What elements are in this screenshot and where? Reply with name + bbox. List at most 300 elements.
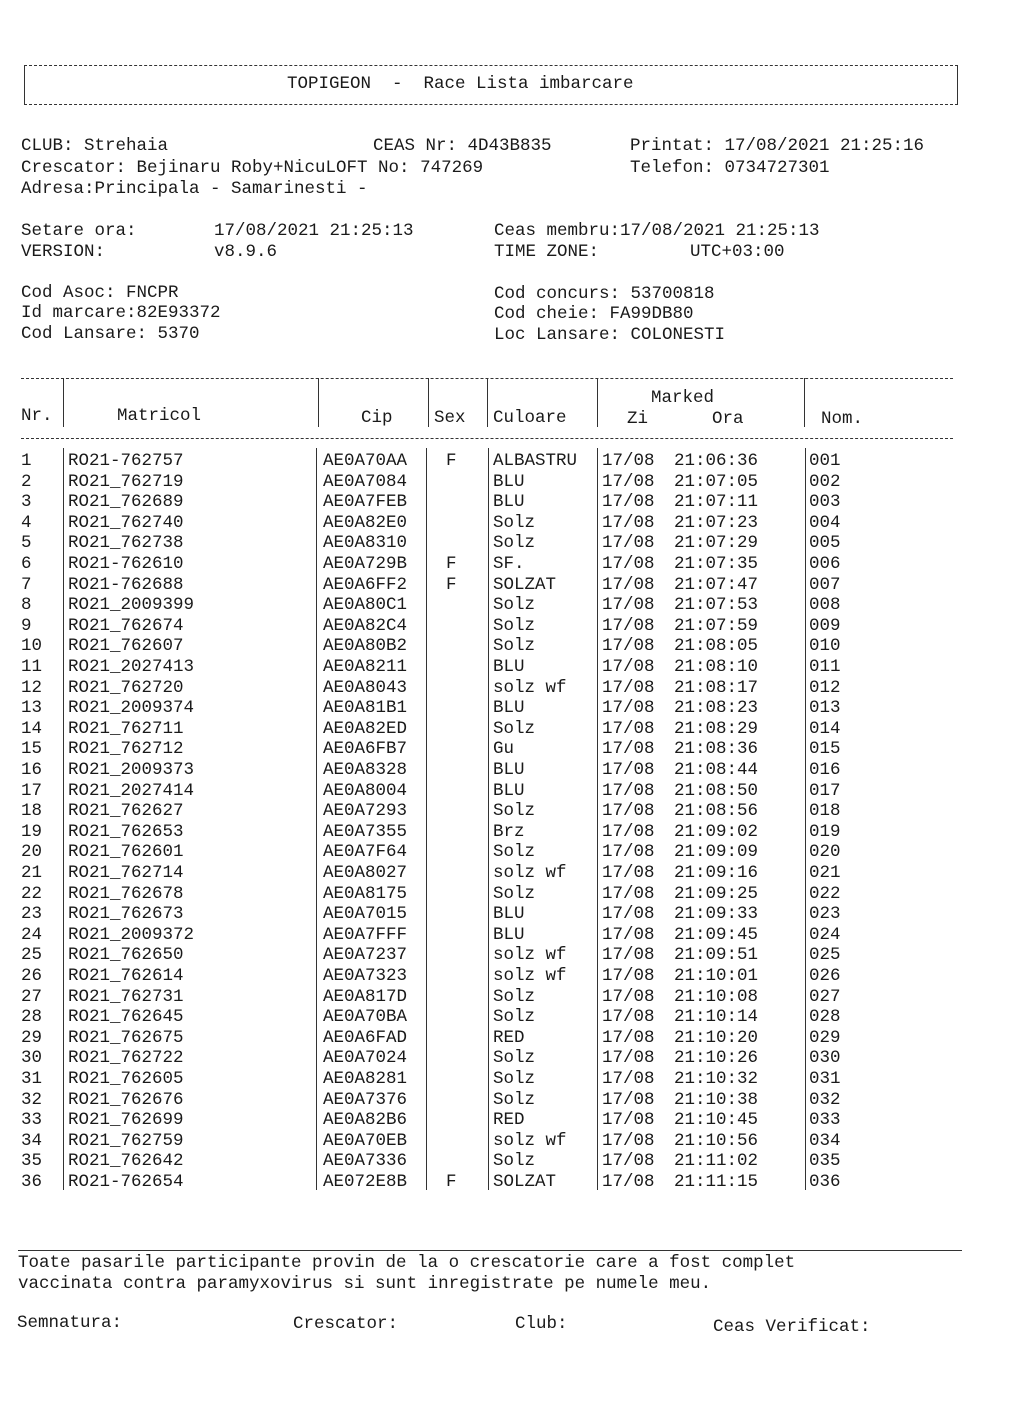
cell-culoare: SF. — [493, 554, 525, 574]
cell-culoare: SOLZAT — [493, 1172, 557, 1192]
cell-culoare: Solz — [493, 986, 536, 1007]
cell-matricol: RO21_762601 — [68, 842, 184, 863]
table-row — [0, 494, 1024, 514]
cell-nom: 012 — [809, 677, 841, 698]
cell-nom: 024 — [809, 924, 841, 945]
cell-ora: 21:06:36 — [674, 451, 759, 471]
table-row — [0, 865, 1024, 885]
cell-matricol: RO21_762738 — [68, 533, 184, 554]
cell-culoare: solz wf — [493, 1130, 567, 1151]
table-row — [0, 968, 1024, 988]
table-row — [0, 659, 1024, 679]
cell-matricol: RO21_2027414 — [68, 780, 195, 801]
cell-matricol: RO21-762688 — [68, 574, 184, 595]
cell-zi: 17/08 — [602, 533, 655, 554]
cell-ora: 21:08:05 — [674, 636, 759, 657]
cell-nom: 015 — [809, 739, 841, 760]
cell-nom: 018 — [809, 801, 841, 822]
cell-culoare: Solz — [493, 1089, 536, 1110]
cell-cip: AE0A8027 — [323, 863, 408, 883]
cell-culoare: BLU — [493, 904, 525, 925]
cell-cip: AE0A6FAD — [323, 1027, 408, 1048]
cell-matricol: RO21_762699 — [68, 1110, 184, 1131]
header-divider-culoare — [597, 378, 598, 427]
cell-nr: 31 — [21, 1069, 43, 1089]
cell-matricol: RO21_762689 — [68, 492, 184, 513]
cell-matricol: RO21_2009372 — [68, 924, 195, 945]
cell-zi: 17/08 — [602, 698, 655, 719]
cell-culoare: ALBASTRU — [493, 451, 578, 471]
cell-ora: 21:09:02 — [674, 821, 759, 842]
table-row — [0, 1071, 1024, 1091]
cell-nr: 1 — [21, 451, 32, 471]
cell-nr: 24 — [21, 924, 43, 945]
cell-nr: 6 — [21, 554, 32, 574]
cell-nom: 033 — [809, 1110, 841, 1131]
cell-culoare: BLU — [493, 698, 525, 719]
cell-zi: 17/08 — [602, 924, 655, 945]
header-divider-cip — [428, 378, 429, 427]
cell-zi: 17/08 — [602, 677, 655, 698]
table-header-bottom-border — [21, 438, 953, 439]
cell-zi: 17/08 — [602, 966, 655, 986]
cell-nr: 25 — [21, 945, 43, 966]
cell-ora: 21:07:11 — [674, 492, 759, 513]
cell-nom: 011 — [809, 657, 841, 677]
footer-divider — [18, 1250, 962, 1251]
cell-zi: 17/08 — [602, 451, 655, 471]
cell-ora: 21:08:23 — [674, 698, 759, 719]
cell-matricol: RO21_762674 — [68, 615, 184, 636]
cell-zi: 17/08 — [602, 615, 655, 636]
cell-ora: 21:09:33 — [674, 904, 759, 925]
cell-zi: 17/08 — [602, 1151, 655, 1172]
breeder-signature-label: Crescator: — [293, 1314, 399, 1334]
setare-ora-label: Setare ora: — [21, 221, 137, 241]
cell-nom: 032 — [809, 1089, 841, 1110]
table-row — [0, 1153, 1024, 1173]
signature-label: Semnatura: — [17, 1313, 123, 1333]
cell-cip: AE0A8175 — [323, 883, 408, 904]
cell-zi: 17/08 — [602, 718, 655, 739]
timezone-value: UTC+03:00 — [690, 242, 785, 262]
cell-culoare: Solz — [493, 1151, 536, 1172]
breeder-info: Crescator: Bejinaru Roby+NicuLOFT No: 747269 — [21, 158, 484, 178]
header-nom: Nom. — [821, 409, 864, 429]
cell-matricol: RO21_762627 — [68, 801, 184, 822]
cell-zi: 17/08 — [602, 883, 655, 904]
table-row — [0, 1130, 1024, 1153]
cell-ora: 21:10:01 — [674, 966, 759, 986]
cell-ora: 21:09:45 — [674, 924, 759, 945]
cell-cip: AE0A7015 — [323, 904, 408, 925]
cell-culoare: Solz — [493, 533, 536, 554]
cell-nr: 26 — [21, 966, 43, 986]
vaccination-declaration-line1: Toate pasarile participante provin de la o crescatorie care a fost complet — [18, 1253, 796, 1273]
ceas-membru: Ceas membru:17/08/2021 21:25:13 — [494, 221, 820, 241]
cell-nom: 021 — [809, 863, 841, 883]
table-row — [0, 471, 1024, 494]
cell-nom: 034 — [809, 1130, 841, 1151]
cell-matricol: RO21_762711 — [68, 718, 184, 739]
cell-nr: 9 — [21, 615, 32, 636]
table-row — [0, 615, 1024, 638]
cell-matricol: RO21_762759 — [68, 1130, 184, 1151]
cell-culoare: SOLZAT — [493, 574, 557, 595]
table-row — [0, 821, 1024, 844]
cell-cip: AE0A7F64 — [323, 842, 408, 863]
cell-nr: 34 — [21, 1130, 43, 1151]
cell-cip: AE0A82C4 — [323, 615, 408, 636]
cell-zi: 17/08 — [602, 492, 655, 513]
cell-nr: 17 — [21, 780, 43, 801]
cod-cheie: Cod cheie: FA99DB80 — [494, 304, 694, 324]
cell-zi: 17/08 — [602, 780, 655, 801]
cell-nom: 019 — [809, 821, 841, 842]
cell-matricol: RO21_762720 — [68, 677, 184, 698]
cell-nr: 12 — [21, 677, 43, 698]
cell-culoare: Solz — [493, 512, 536, 533]
cell-ora: 21:09:09 — [674, 842, 759, 863]
cell-cip: AE0A7336 — [323, 1151, 408, 1172]
cell-matricol: RO21_2027413 — [68, 657, 195, 677]
cell-nr: 32 — [21, 1089, 43, 1110]
cell-nom: 006 — [809, 554, 841, 574]
cell-cip: AE0A7FEB — [323, 492, 408, 513]
ceas-number: CEAS Nr: 4D43B835 — [373, 136, 552, 156]
table-row — [0, 512, 1024, 535]
cell-zi: 17/08 — [602, 636, 655, 657]
cell-zi: 17/08 — [602, 739, 655, 760]
cell-matricol: RO21_762607 — [68, 636, 184, 657]
cell-cip: AE072E8B — [323, 1172, 408, 1192]
cell-nr: 14 — [21, 718, 43, 739]
cell-cip: AE0A81B1 — [323, 698, 408, 719]
cell-ora: 21:07:23 — [674, 512, 759, 533]
cell-culoare: BLU — [493, 924, 525, 945]
cell-matricol: RO21_2009374 — [68, 698, 195, 719]
cell-zi: 17/08 — [602, 945, 655, 966]
cell-ora: 21:07:29 — [674, 533, 759, 554]
cell-ora: 21:08:10 — [674, 657, 759, 677]
table-row — [0, 906, 1024, 926]
version-value: v8.9.6 — [214, 242, 278, 262]
cell-zi: 17/08 — [602, 595, 655, 616]
cell-cip: AE0A80B2 — [323, 636, 408, 657]
cell-zi: 17/08 — [602, 760, 655, 780]
cell-cip: AE0A6FB7 — [323, 739, 408, 760]
table-row — [0, 1112, 1024, 1132]
cell-cip: AE0A7323 — [323, 966, 408, 986]
header-matricol: Matricol — [117, 406, 202, 426]
cell-nr: 11 — [21, 657, 43, 677]
table-row — [0, 718, 1024, 741]
cell-sex: F — [446, 574, 457, 595]
cell-culoare: Gu — [493, 739, 515, 760]
cell-nom: 020 — [809, 842, 841, 863]
cell-matricol: RO21_762645 — [68, 1007, 184, 1028]
cell-nr: 30 — [21, 1048, 43, 1069]
cod-lansare: Cod Lansare: 5370 — [21, 324, 200, 344]
cell-culoare: Solz — [493, 1048, 536, 1069]
cell-culoare: solz wf — [493, 945, 567, 966]
table-row — [0, 1050, 1024, 1070]
header-zi: Zi — [627, 409, 649, 429]
header-marked: Marked — [651, 388, 715, 408]
cell-nr: 18 — [21, 801, 43, 822]
cell-matricol: RO21_762740 — [68, 512, 184, 533]
cell-zi: 17/08 — [602, 1089, 655, 1110]
cell-ora: 21:09:51 — [674, 945, 759, 966]
cell-matricol: RO21_762614 — [68, 966, 184, 986]
cell-zi: 17/08 — [602, 574, 655, 595]
cell-cip: AE0A70AA — [323, 451, 408, 471]
cell-nr: 22 — [21, 883, 43, 904]
cell-zi: 17/08 — [602, 1027, 655, 1048]
cell-culoare: solz wf — [493, 966, 567, 986]
cell-ora: 21:10:56 — [674, 1130, 759, 1151]
cell-nom: 025 — [809, 945, 841, 966]
cell-zi: 17/08 — [602, 1048, 655, 1069]
table-row — [0, 700, 1024, 720]
table-row — [0, 762, 1024, 782]
setare-ora-value: 17/08/2021 21:25:13 — [214, 221, 414, 241]
cell-sex: F — [446, 1172, 457, 1192]
cell-cip: AE0A7237 — [323, 945, 408, 966]
page-title: TOPIGEON - Race Lista imbarcare — [287, 74, 634, 94]
header-nr: Nr. — [21, 406, 53, 426]
loc-lansare: Loc Lansare: COLONESTI — [494, 325, 726, 345]
cell-nom: 004 — [809, 512, 841, 533]
cell-nom: 035 — [809, 1151, 841, 1172]
cell-culoare: Solz — [493, 883, 536, 904]
cell-zi: 17/08 — [602, 1172, 655, 1192]
table-row — [0, 947, 1024, 967]
cell-zi: 17/08 — [602, 1007, 655, 1028]
cell-nom: 031 — [809, 1069, 841, 1089]
cell-zi: 17/08 — [602, 1069, 655, 1089]
table-row — [0, 1089, 1024, 1112]
cell-culoare: Solz — [493, 842, 536, 863]
cod-asoc: Cod Asoc: FNCPR — [21, 283, 179, 303]
header-divider-marked — [804, 378, 805, 427]
cell-ora: 21:09:25 — [674, 883, 759, 904]
cell-ora: 21:08:36 — [674, 739, 759, 760]
cell-nr: 10 — [21, 636, 43, 657]
cell-nom: 013 — [809, 698, 841, 719]
cell-nom: 029 — [809, 1027, 841, 1048]
timezone-label: TIME ZONE: — [494, 242, 600, 262]
cell-sex: F — [446, 451, 457, 471]
cell-culoare: Solz — [493, 1007, 536, 1028]
cell-nom: 017 — [809, 780, 841, 801]
cell-ora: 21:11:15 — [674, 1172, 759, 1192]
cell-nom: 016 — [809, 760, 841, 780]
cell-nr: 28 — [21, 1007, 43, 1028]
cell-nom: 007 — [809, 574, 841, 595]
cell-matricol: RO21_762642 — [68, 1151, 184, 1172]
cell-zi: 17/08 — [602, 1130, 655, 1151]
cell-culoare: BLU — [493, 471, 525, 492]
table-row — [0, 574, 1024, 597]
cell-nom: 030 — [809, 1048, 841, 1069]
header-ora: Ora — [712, 409, 744, 429]
cell-ora: 21:10:45 — [674, 1110, 759, 1131]
cell-cip: AE0A80C1 — [323, 595, 408, 616]
cell-matricol: RO21_762673 — [68, 904, 184, 925]
cell-nr: 21 — [21, 863, 43, 883]
cell-cip: AE0A70BA — [323, 1007, 408, 1028]
cell-cip: AE0A82E0 — [323, 512, 408, 533]
cell-ora: 21:08:44 — [674, 760, 759, 780]
club-signature-label: Club: — [515, 1314, 568, 1334]
phone-number: Telefon: 0734727301 — [630, 158, 830, 178]
header-divider-sex — [487, 378, 488, 427]
cell-zi: 17/08 — [602, 821, 655, 842]
clock-verified-label: Ceas Verificat: — [713, 1317, 871, 1337]
table-row — [0, 844, 1024, 864]
cell-nr: 5 — [21, 533, 32, 554]
cell-zi: 17/08 — [602, 801, 655, 822]
cell-nom: 023 — [809, 904, 841, 925]
table-row — [0, 1174, 1024, 1194]
version-label: VERSION: — [21, 242, 106, 262]
vaccination-declaration-line2: vaccinata contra paramyxovirus si sunt inregistrate pe numele meu. — [18, 1274, 712, 1294]
cell-nom: 027 — [809, 986, 841, 1007]
title-box-left-border — [24, 66, 25, 104]
cell-matricol: RO21_2009373 — [68, 760, 195, 780]
table-row — [0, 780, 1024, 803]
cell-cip: AE0A7376 — [323, 1089, 408, 1110]
cell-cip: AE0A7024 — [323, 1048, 408, 1069]
cell-matricol: RO21_762712 — [68, 739, 184, 760]
table-row — [0, 535, 1024, 555]
cell-ora: 21:07:35 — [674, 554, 759, 574]
club-name: CLUB: Strehaia — [21, 136, 169, 156]
cell-matricol: RO21_762714 — [68, 863, 184, 883]
cell-nr: 23 — [21, 904, 43, 925]
cell-cip: AE0A8328 — [323, 760, 408, 780]
cell-cip: AE0A7293 — [323, 801, 408, 822]
cell-ora: 21:10:14 — [674, 1007, 759, 1028]
cod-concurs: Cod concurs: 53700818 — [494, 284, 715, 304]
table-row — [0, 924, 1024, 947]
cell-ora: 21:10:20 — [674, 1027, 759, 1048]
cell-nom: 036 — [809, 1172, 841, 1192]
cell-ora: 21:08:17 — [674, 677, 759, 698]
cell-ora: 21:10:38 — [674, 1089, 759, 1110]
cell-nr: 2 — [21, 471, 32, 492]
cell-matricol: RO21_2009399 — [68, 595, 195, 616]
cell-culoare: Brz — [493, 821, 525, 842]
cell-zi: 17/08 — [602, 863, 655, 883]
cell-cip: AE0A82B6 — [323, 1110, 408, 1131]
cell-matricol: RO21_762675 — [68, 1027, 184, 1048]
table-row — [0, 1009, 1024, 1029]
title-box-bottom-border — [24, 104, 958, 105]
cell-cip: AE0A7084 — [323, 471, 408, 492]
cell-cip: AE0A8004 — [323, 780, 408, 801]
table-row — [0, 741, 1024, 761]
table-row — [0, 986, 1024, 1009]
cell-cip: AE0A8043 — [323, 677, 408, 698]
header-divider-matricol — [318, 378, 319, 427]
cell-cip: AE0A8310 — [323, 533, 408, 554]
cell-culoare: BLU — [493, 760, 525, 780]
cell-nom: 014 — [809, 718, 841, 739]
cell-culoare: Solz — [493, 1069, 536, 1089]
title-box-right-border — [957, 66, 958, 104]
cell-ora: 21:07:53 — [674, 595, 759, 616]
cell-ora: 21:11:02 — [674, 1151, 759, 1172]
cell-cip: AE0A8211 — [323, 657, 408, 677]
cell-zi: 17/08 — [602, 986, 655, 1007]
cell-nom: 009 — [809, 615, 841, 636]
cell-nr: 4 — [21, 512, 32, 533]
cell-nr: 8 — [21, 595, 32, 616]
cell-nom: 003 — [809, 492, 841, 513]
cell-culoare: BLU — [493, 780, 525, 801]
cell-nom: 010 — [809, 636, 841, 657]
cell-ora: 21:10:26 — [674, 1048, 759, 1069]
cell-zi: 17/08 — [602, 512, 655, 533]
table-row — [0, 556, 1024, 576]
cell-zi: 17/08 — [602, 554, 655, 574]
id-marcare: Id marcare:82E93372 — [21, 303, 221, 323]
title-box-top-border — [24, 65, 958, 66]
cell-nr: 15 — [21, 739, 43, 760]
cell-matricol: RO21_762731 — [68, 986, 184, 1007]
cell-cip: AE0A82ED — [323, 718, 408, 739]
header-divider-nr — [63, 378, 64, 427]
cell-nom: 002 — [809, 471, 841, 492]
cell-nom: 001 — [809, 451, 841, 471]
cell-cip: AE0A729B — [323, 554, 408, 574]
cell-culoare: solz wf — [493, 863, 567, 883]
cell-culoare: RED — [493, 1110, 525, 1131]
cell-ora: 21:08:29 — [674, 718, 759, 739]
header-culoare: Culoare — [493, 408, 567, 428]
cell-nr: 13 — [21, 698, 43, 719]
cell-nr: 3 — [21, 492, 32, 513]
cell-nr: 35 — [21, 1151, 43, 1172]
header-sex: Sex — [434, 408, 466, 428]
cell-nr: 33 — [21, 1110, 43, 1131]
cell-nr: 29 — [21, 1027, 43, 1048]
address: Adresa:Principala - Samarinesti - — [21, 179, 368, 199]
cell-culoare: Solz — [493, 718, 536, 739]
cell-nr: 19 — [21, 821, 43, 842]
cell-nr: 16 — [21, 760, 43, 780]
header-cip: Cip — [361, 408, 393, 428]
cell-culoare: RED — [493, 1027, 525, 1048]
table-row — [0, 1027, 1024, 1050]
cell-sex: F — [446, 554, 457, 574]
cell-ora: 21:10:32 — [674, 1069, 759, 1089]
cell-ora: 21:08:56 — [674, 801, 759, 822]
cell-matricol: RO21_762650 — [68, 945, 184, 966]
cell-ora: 21:08:50 — [674, 780, 759, 801]
cell-matricol: RO21_762605 — [68, 1069, 184, 1089]
cell-cip: AE0A7355 — [323, 821, 408, 842]
cell-nom: 028 — [809, 1007, 841, 1028]
cell-ora: 21:09:16 — [674, 863, 759, 883]
table-row — [0, 597, 1024, 617]
cell-matricol: RO21_762719 — [68, 471, 184, 492]
cell-nom: 026 — [809, 966, 841, 986]
print-datetime: Printat: 17/08/2021 21:25:16 — [630, 136, 925, 156]
cell-ora: 21:07:59 — [674, 615, 759, 636]
